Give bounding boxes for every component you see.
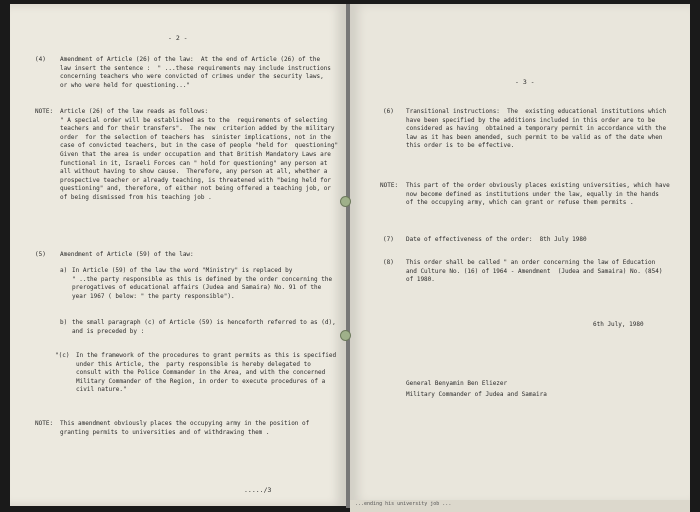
note-line: granting permits to universities and of withdrawing them . [60, 428, 270, 436]
continuation-mark: ...../3 [244, 486, 272, 494]
subitem-line: year 1967 ( below: " the party responsible"). [72, 292, 235, 300]
item-line: This order shall be called " an order concerning the law of Education [406, 259, 656, 266]
note-line: case of convicted teachers, but in the case of people "held for questioning" [60, 142, 339, 150]
signature-line: General Benyamin Ben Eliezer [406, 380, 508, 387]
item-number: (6) [383, 108, 394, 115]
item-line: law insert the sentence : " ...these requirements may include instructions [60, 64, 331, 72]
note-line: This amendment obviously places the occupying army in the position of [60, 420, 310, 427]
note-label: NOTE: [35, 420, 54, 427]
note-line: Article (26) of the law reads as follows: [60, 108, 209, 115]
subitem-line: civil nature." [76, 386, 127, 394]
item-line: Amendment of Article (26) of the law: At the end of Article (26) of the [60, 56, 321, 63]
note-line: questioning" and, therefore, of either not being offered a teaching job, or [60, 185, 331, 193]
item-line: of 1980. [406, 276, 435, 284]
note-line: functional in it, Israeli Forces can " hold for questioning" any person at [60, 159, 328, 167]
note-line: order for the selection of teachers has sinister implications, not in the [60, 133, 331, 141]
item-number: (4) [35, 56, 46, 63]
left-page [10, 4, 346, 506]
subitem-line: and is preceded by : [72, 327, 145, 335]
subitem-line: In the framework of the procedures to grant permits as this is specified [76, 352, 337, 359]
subitem-label: "(c) [55, 352, 70, 359]
staple-hole-top [340, 196, 351, 207]
note-line: prospective teacher or already teaching, is threatened with "being held for [60, 176, 331, 184]
subitem-label: b) [60, 319, 68, 326]
subitem-line: consult with the Police Commander in the Area, and with the concerned [76, 369, 326, 377]
staple-hole-bottom [340, 330, 351, 341]
note-label: NOTE: [35, 108, 54, 115]
page-number: - 2 - [168, 34, 188, 42]
subitem-line: under this Article, the party responsible is hereby delegated to [76, 360, 311, 368]
subitem-line: " ..the party responsible as this is defined by the order concerning the [72, 275, 333, 283]
item-heading: Amendment of Article (59) of the law: [60, 251, 194, 258]
note-line: of being dismissed from his teaching job . [60, 194, 212, 201]
note-label: NOTE: [380, 182, 399, 189]
subitem-line: In Article (59) of the law the word "Ministry" is replaced by [72, 267, 293, 274]
item-line: considered as having obtained a temporary permit in accordance with the [406, 125, 667, 133]
note-line: all without having to show cause. Therefore, any person at all, whether a [60, 168, 328, 176]
subitem-line: prerogatives of educational affairs (Judea and Samaira) No. 91 of the [72, 284, 322, 292]
subitem-label: a) [60, 267, 68, 274]
subitem-line: Military Commander of the Region, in order to execute procedures of a [76, 377, 326, 385]
note-line: Given that the area is under occupation and that British Mandatory Laws are [60, 151, 331, 158]
item-line: concerning teachers who were convicted of crimes under the security laws, [60, 73, 324, 81]
item-line: have been specified by the additions included in this order are to be [406, 116, 656, 124]
note-line: of the occupying army, which can grant or refuse them permits . [406, 199, 634, 207]
underlying-page-text: ...ending his university job ... [355, 501, 452, 507]
item-line: or who were held for questioning..." [60, 81, 191, 89]
note-line: This part of the order obviously places existing universities, which have [406, 182, 670, 189]
order-date: 6th July, 1980 [593, 321, 644, 328]
item-number: (8) [383, 259, 394, 266]
note-line: teachers and for their transfers". The new criterion added by the military [60, 125, 335, 133]
item-line: law as it has been amended, such permit to be valid as of the date when [406, 133, 663, 141]
note-line: now become defined as institutions under the law, equally in the hands [406, 190, 659, 198]
item-number: (5) [35, 251, 46, 258]
right-page [350, 4, 690, 504]
item-line: and Culture No. (16) of 1964 - Amendment (Judea and Samaira) No. (854) [406, 267, 663, 275]
item-line: Transitional instructions: The existing educational institutions which [406, 108, 667, 115]
item-line: Date of effectiveness of the order: 8th July 1980 [406, 236, 587, 243]
item-number: (7) [383, 236, 394, 243]
subitem-line: the small paragraph (c) of Article (59) is henceforth referred to as (d), [72, 319, 336, 326]
signature-line: Military Commander of Judea and Samaira [406, 391, 547, 398]
page-number: - 3 - [515, 78, 535, 86]
item-line: this order is to be effective. [406, 142, 515, 150]
note-line: " A special order will be established as to the requirements of selecting [60, 116, 328, 124]
